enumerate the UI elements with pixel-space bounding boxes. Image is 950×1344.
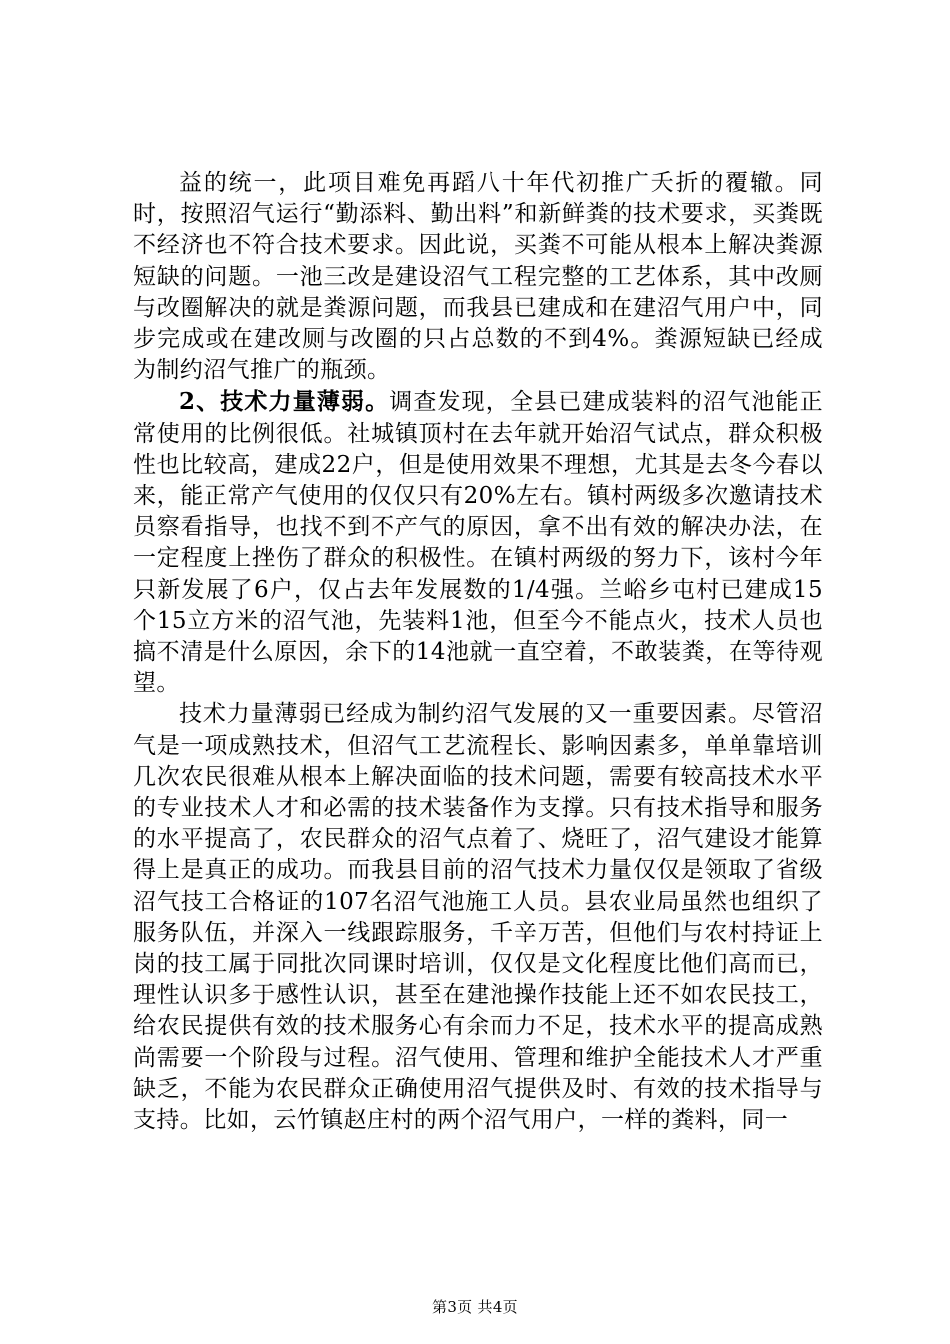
page-number-label: 第3页 共4页 bbox=[432, 1298, 518, 1316]
paragraph-2 bbox=[133, 386, 823, 699]
paragraph-3-text: 技术力量薄弱已经成为制约沼气发展的又一重要因素。尽管沼气是一项成熟技术，但沼气工艺流程长、影响因素多，单单靠培训几次农民很难从根本上解决面临的技术问题，需要有较高技术水平的专业技术人才和必需的技术装备作为支撑。只有技术指导和服务的水平提高了，农民群众的沼气点着了、烧旺了，沼气建设才能算得上是真正的成功。而我县目前的沼气技术力量仅仅是领取了省级沼气技工合格证的107名沼气池施工人员。县农业局虽然也组织了服务队伍，并深入一线跟踪服务，千辛万苦，但他们与农村持证上岗的技工属于同批次同课时培训，仅仅是文化程度比他们高而已，理性认识多于感性认识，甚至在建池操作技能上还不如农民技工，给农民提供有效的技术服务心有余而力不足，技术水平的提高成熟尚需要一个阶段与过程。沼气使用、管理和维护全能技术人才严重缺乏，不能为农民群众正确使用沼气提供及时、有效的技术指导与支持。比如，云竹镇赵庄村的两个沼气用户，一样的粪料，同一 bbox=[133, 701, 823, 1134]
paragraph-3 bbox=[133, 699, 823, 1136]
paragraph-1 bbox=[133, 168, 823, 386]
page-footer bbox=[0, 1297, 950, 1317]
section-heading-tech-strength: 2、技术力量薄弱。 bbox=[179, 388, 390, 416]
document-body bbox=[133, 168, 823, 1136]
paragraph-2-text: 调查发现，全县已建成装料的沼气池能正常使用的比例很低。社城镇顶村在去年就开始沼气试点，群众积极性也比较高，建成22户，但是使用效果不理想，尤其是去冬今春以来，能正常产气使用的仅仅只有20%左右。镇村两级多次邀请技术员察看指导，也找不到不产气的原因，拿不出有效的解决办法，在一定程度上挫伤了群众的积极性。在镇村两级的努力下，该村今年只新发展了6户，仅占去年发展数的1/4强。兰峪乡屯村已建成15个15立方米的沼气池，先装料1池，但至今不能点火，技术人员也搞不清是什么原因，余下的14池就一直空着，不敢装粪，在等待观望。 bbox=[133, 389, 823, 697]
paragraph-1-text: 益的统一，此项目难免再蹈八十年代初推广夭折的覆辙。同时，按照沼气运行“勤添料、勤出料”和新鲜粪的技术要求，买粪既不经济也不符合技术要求。因此说，买粪不可能从根本上解决粪源短缺的问题。一池三改是建设沼气工程完整的工艺体系，其中改厕与改圈解决的就是粪源问题，而我县已建成和在建沼气用户中，同步完成或在建改厕与改圈的只占总数的不到4%。粪源短缺已经成为制约沼气推广的瓶颈。 bbox=[133, 170, 823, 384]
